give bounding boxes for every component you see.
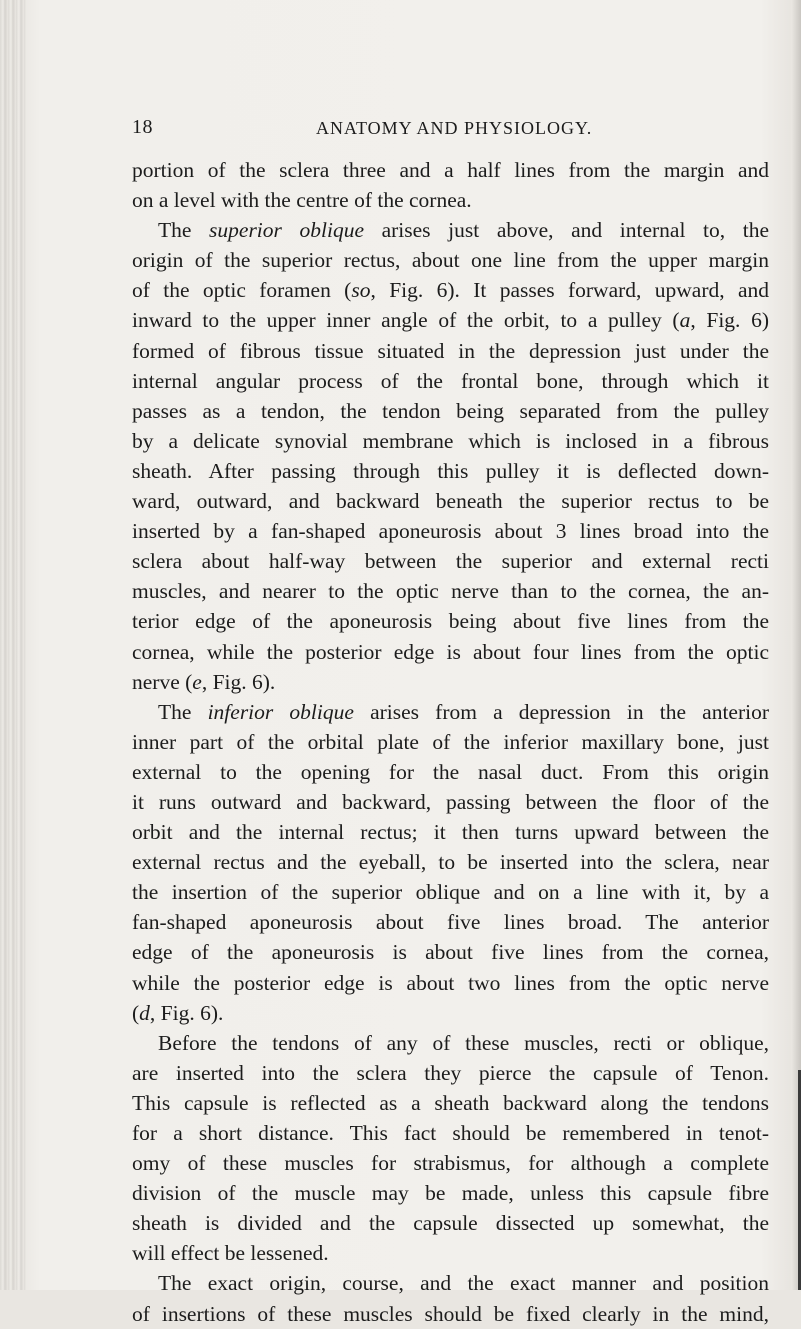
text-line: by a delicate synovial membrane which is inclosed in a fibrous [132,428,769,453]
text-line: passes as a tendon, the tendon being separated from the pulley [132,398,769,423]
text-line: portion of the sclera three and a half lines from the margin and [132,158,769,182]
text-line: The superior oblique arises just above, and internal to, the [158,218,769,243]
running-head: ANATOMY AND PHYSIOLOGY. [316,118,593,138]
text-line: on a level with the centre of the cornea. [132,188,472,213]
text-line: external rectus and the eyeball, to be inserted into the sclera, near [132,850,769,875]
text-line: inner part of the orbital plate of the inferior maxillary bone, just [132,729,769,754]
text-line: muscles, and nearer to the optic nerve than to the cornea, the an- [132,579,769,604]
text-line: are inserted into the sclera they pierce the capsule of Tenon. [132,1060,769,1085]
text-line: will effect be lessened. [132,1241,329,1266]
text-line: origin of the superior rectus, about one line from the upper margin [132,248,769,273]
page-header [120,116,765,140]
text-line: division of the muscle may be made, unless this capsule fibre [132,1181,769,1206]
page-number: 18 [132,116,153,138]
text-line: edge of the aponeurosis is about five lines from the cornea, [132,940,769,965]
text-line: sheath is divided and the capsule dissected up somewhat, the [132,1211,769,1236]
text-line: inserted by a fan-shaped aponeurosis about 3 lines broad into the [132,519,769,544]
text-line: terior edge of the aponeurosis being about five lines from the [132,609,769,634]
text-line: orbit and the internal rectus; it then turns upward between the [132,820,769,845]
text-line: omy of these muscles for strabismus, for although a complete [132,1151,769,1176]
text-line: fan-shaped aponeurosis about five lines broad. The anterior [132,910,769,935]
text-line: inward to the upper inner angle of the orbit, to a pulley (a, Fig. 6) [132,308,769,333]
body-text [132,155,769,1329]
text-line: (d, Fig. 6). [132,1000,224,1025]
page-binding-edge [0,0,26,1290]
text-line: it runs outward and backward, passing between the floor of the [132,789,769,814]
text-line: for a short distance. This fact should be remembered in tenot- [132,1121,769,1145]
text-line: sclera about half-way between the superior and external recti [132,549,769,574]
text-line: ward, outward, and backward beneath the superior rectus to be [132,489,769,514]
text-line: the insertion of the superior oblique and on a line with it, by a [132,880,769,905]
text-line: of the optic foramen (so, Fig. 6). It passes forward, upward, and [132,278,769,303]
text-line: This capsule is reflected as a sheath backward along the tendons [132,1090,769,1115]
text-line: nerve (e, Fig. 6). [132,669,276,694]
text-line: formed of fibrous tissue situated in the depression just under the [132,338,769,363]
text-line: sheath. After passing through this pulley it is deflected down- [132,458,769,483]
text-line: The exact origin, course, and the exact manner and position [158,1271,769,1296]
text-line: of insertions of these muscles should be fixed clearly in the mind, [132,1301,769,1326]
text-line: cornea, while the posterior edge is about four lines from the optic [132,639,769,664]
text-line: external to the opening for the nasal duct. From this origin [132,759,769,784]
text-line: while the posterior edge is about two lines from the optic nerve [132,970,769,995]
text-line: Before the tendons of any of these muscles, recti or oblique, [158,1030,769,1055]
text-line: internal angular process of the frontal bone, through which it [132,368,769,393]
text-line: The inferior oblique arises from a depression in the anterior [158,699,769,724]
